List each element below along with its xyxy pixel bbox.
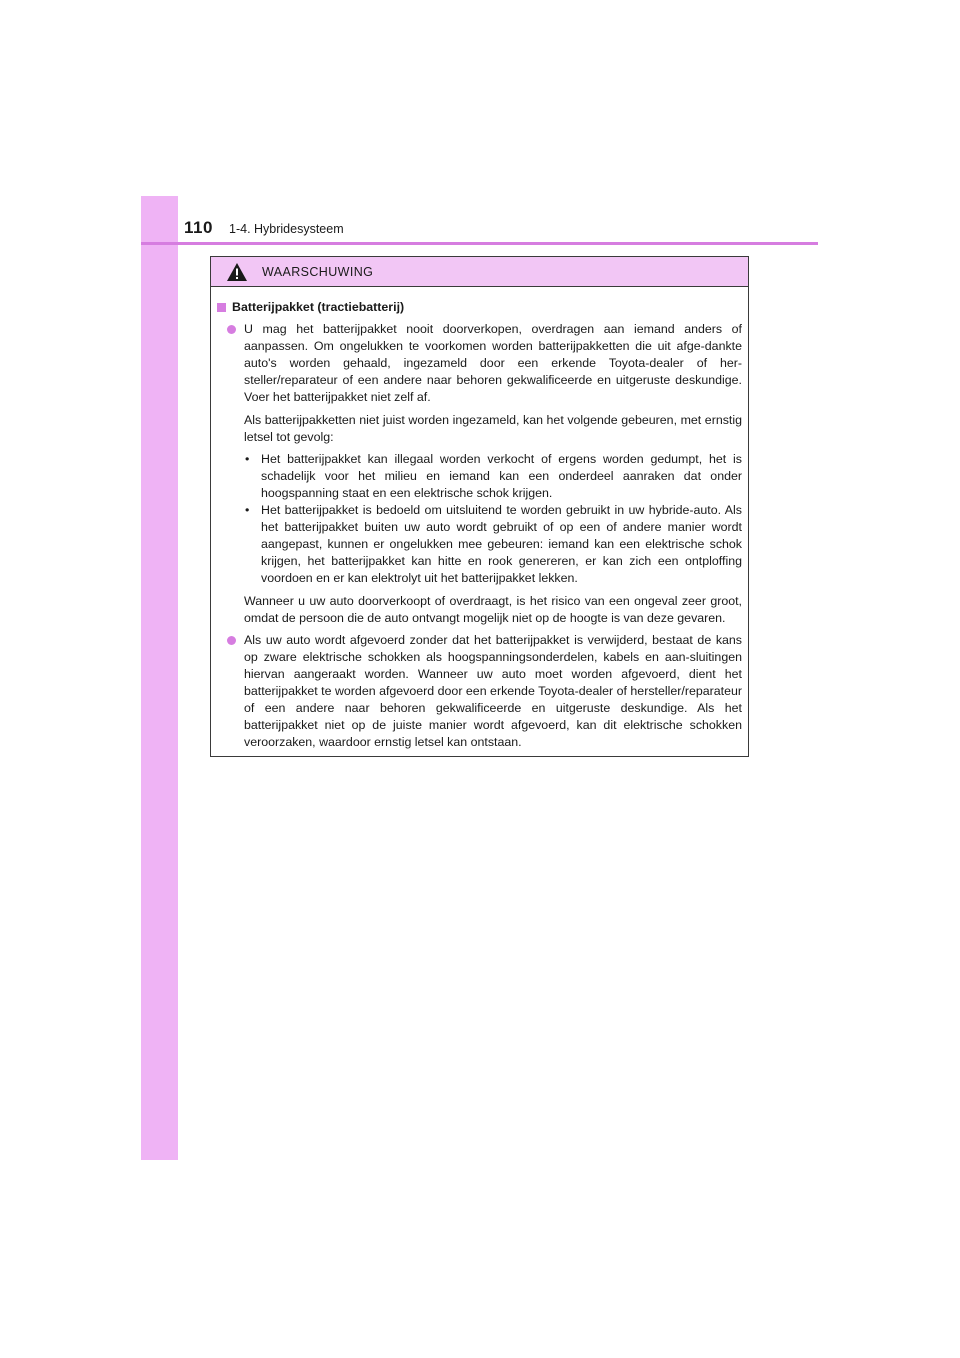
list-item	[217, 632, 742, 752]
bullet-item: • Het batterijpakket kan illegaal worden verkocht of ergens worden gedumpt, het is schadelijk voor het milieu en iemand kan een onderdeel aanraken dat onder hoogspanning staat en een elektrische schok krijgen.	[244, 451, 742, 502]
warning-heading	[217, 299, 742, 316]
list-item	[217, 321, 742, 627]
warning-body	[211, 287, 748, 751]
warning-box	[210, 256, 749, 757]
list-item-content	[244, 321, 742, 627]
bullet-list	[244, 451, 742, 588]
list-item-content	[244, 632, 742, 752]
warning-triangle-icon	[226, 262, 248, 282]
paragraph: Als uw auto wordt afgevoerd zonder dat het batterijpakket is verwijderd, bestaat de kans op zware elektrische schokken als hoogspanningsonderdelen, kabels en aan-sluitingen hiervan aangeraakt worden. Wanneer uw auto moet worden afgevoerd, dient het batterijpakket te worden afgevoerd door een erkende Toyota-dealer of hersteller/reparateur of een andere naar behoren gekwalificeerde en uitgeruste deskundige. Als het batterijpakket niet op de juiste manier wordt afgevoerd, kan dit elektrische schokken veroorzaken, waardoor ernstig letsel kan ontstaan.	[244, 632, 742, 750]
side-tab-strip	[141, 196, 178, 1160]
bullet-item: • Het batterijpakket is bedoeld om uitsluitend te worden gebruikt in uw hybride-auto. Als het batterijpakket buiten uw auto wordt gebruikt of op een of andere manier wordt aangepast, kunnen er ongelukken mee gebeuren: iemand kan een elektrische schok krijgen, het batterijpakket kan hitte en rook genereren, er kan zich een ontploffing voordoen en er kan elektrolyt uit het batterijpakket lekken.	[244, 502, 742, 587]
paragraph: U mag het batterijpakket nooit doorverkopen, overdragen aan iemand anders of aanpassen. Om ongelukken te voorkomen worden batterijpakketten die uit afge-dankte auto's worden gehaald, ingezameld door een erkende Toyota-dealer of her-steller/reparateur of een andere naar behoren gekwalificeerde en uitgeruste deskundige. Voer het batterijpakket niet zelf af.	[244, 322, 742, 405]
circle-bullet-icon	[227, 325, 236, 334]
paragraph: Als batterijpakketten niet juist worden ingezameld, kan het volgende gebeuren, met ernstig letsel tot gevolg:	[244, 412, 742, 444]
warning-header	[211, 257, 748, 287]
header-rule	[141, 242, 818, 245]
square-bullet-icon	[217, 303, 226, 312]
circle-bullet-icon	[227, 636, 236, 645]
warning-heading-text: Batterijpakket (tractiebatterij)	[232, 300, 405, 314]
warning-label: WAARSCHUWING	[262, 264, 374, 279]
section-title: 1-4. Hybridesysteem	[229, 222, 344, 236]
page-number: 110	[184, 218, 213, 237]
paragraph: Wanneer u uw auto doorverkoopt of overdraagt, is het risico van een ongeval zeer groot, omdat de persoon die de auto ontvangt mogelijk niet op de hoogte is van deze gevaren.	[244, 593, 742, 625]
